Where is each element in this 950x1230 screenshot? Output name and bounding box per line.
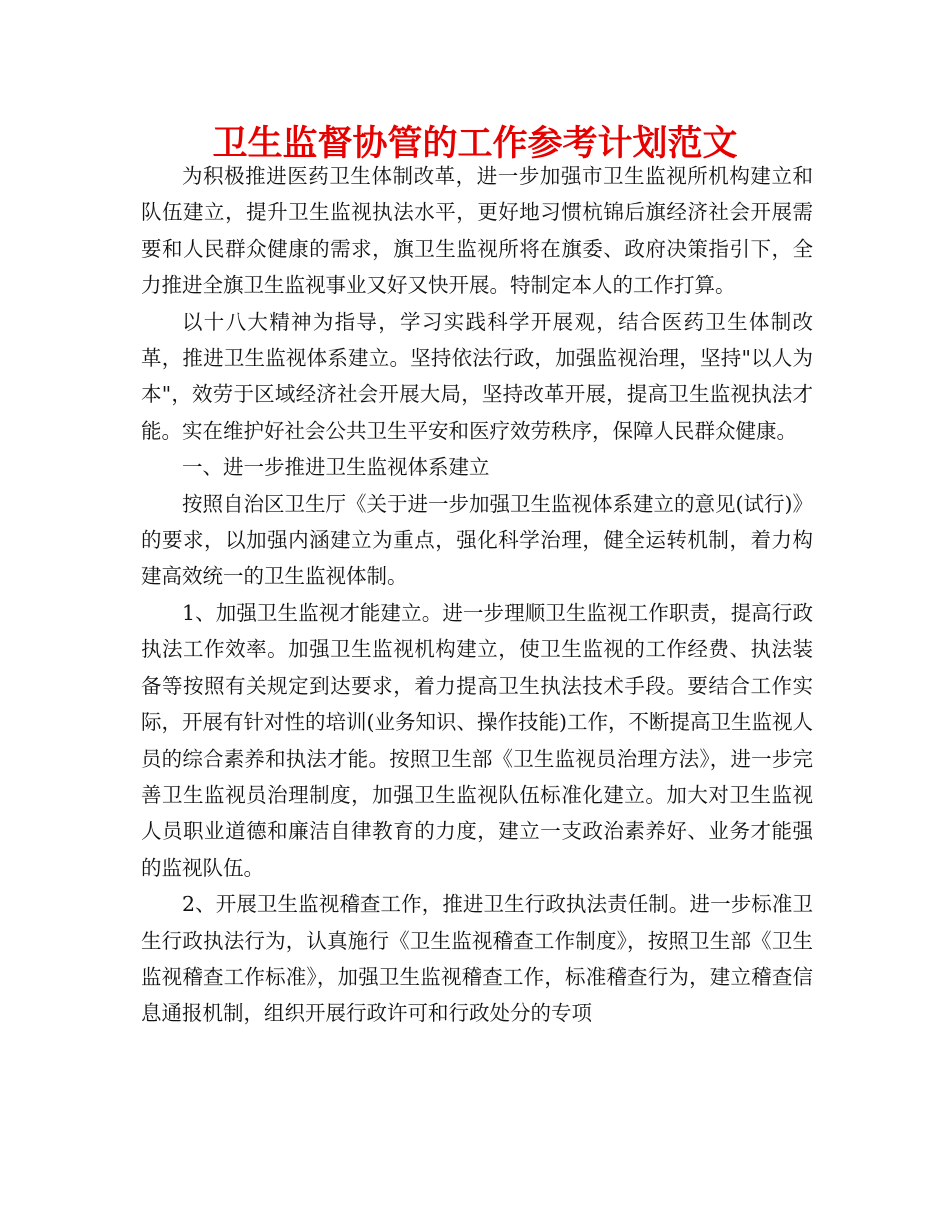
paragraph-guiding-principle: 以十八大精神为指导，学习实践科学开展观，结合医药卫生体制改革，推进卫生监视体系建立。坚持依法行政，加强监视治理，坚持"以人为本"，效劳于区域经济社会开展大局，坚持改革开展，提高卫生监视执法才能。实在维护好社会公共卫生平安和医疗效劳秩序，保障人民群众健康。 <box>141 309 813 443</box>
section-heading-1: 一、进一步推进卫生监视体系建立 <box>182 455 490 480</box>
paragraph-intro: 为积极推进医药卫生体制改革，进一步加强市卫生监视所机构建立和队伍建立，提升卫生监视执法水平，更好地习惯杭锦后旗经济社会开展需要和人民群众健康的需求，旗卫生监视所将在旗委、政府决策指引下，全力推进全旗卫生监视事业又好又快开展。特制定本人的工作打算。 <box>141 164 813 298</box>
paragraph-section-1-intro: 按照自治区卫生厅《关于进一步加强卫生监视体系建立的意见(试行)》的要求，以加强内涵建立为重点，强化科学治理，健全运转机制，着力构建高效统一的卫生监视体制。 <box>141 491 813 589</box>
paragraph-item-2: 2、开展卫生监视稽查工作，推进卫生行政执法责任制。进一步标准卫生行政执法行为，认真施行《卫生监视稽查工作制度》，按照卫生部《卫生监视稽查工作标准》，加强卫生监视稽查工作，标准稽查行为，建立稽查信息通报机制，组织开展行政许可和行政处分的专项 <box>141 892 813 1026</box>
document-title: 卫生监督协管的工作参考计划范文 <box>212 124 738 164</box>
document-body <box>141 158 813 1032</box>
paragraph-item-1: 1、加强卫生监视才能建立。进一步理顺卫生监视工作职责，提高行政执法工作效率。加强卫生监视机构建立，使卫生监视的工作经费、执法装备等按照有关规定到达要求，着力提高卫生执法技术手段。要结合工作实际，开展有针对性的培训(业务知识、操作技能)工作，不断提高卫生监视人员的综合素养和执法才能。按照卫生部《卫生监视员治理方法》，进一步完善卫生监视员治理制度，加强卫生监视队伍标准化建立。加大对卫生监视人员职业道德和廉洁自律教育的力度，建立一支政治素养好、业务才能强的监视队伍。 <box>141 600 813 880</box>
